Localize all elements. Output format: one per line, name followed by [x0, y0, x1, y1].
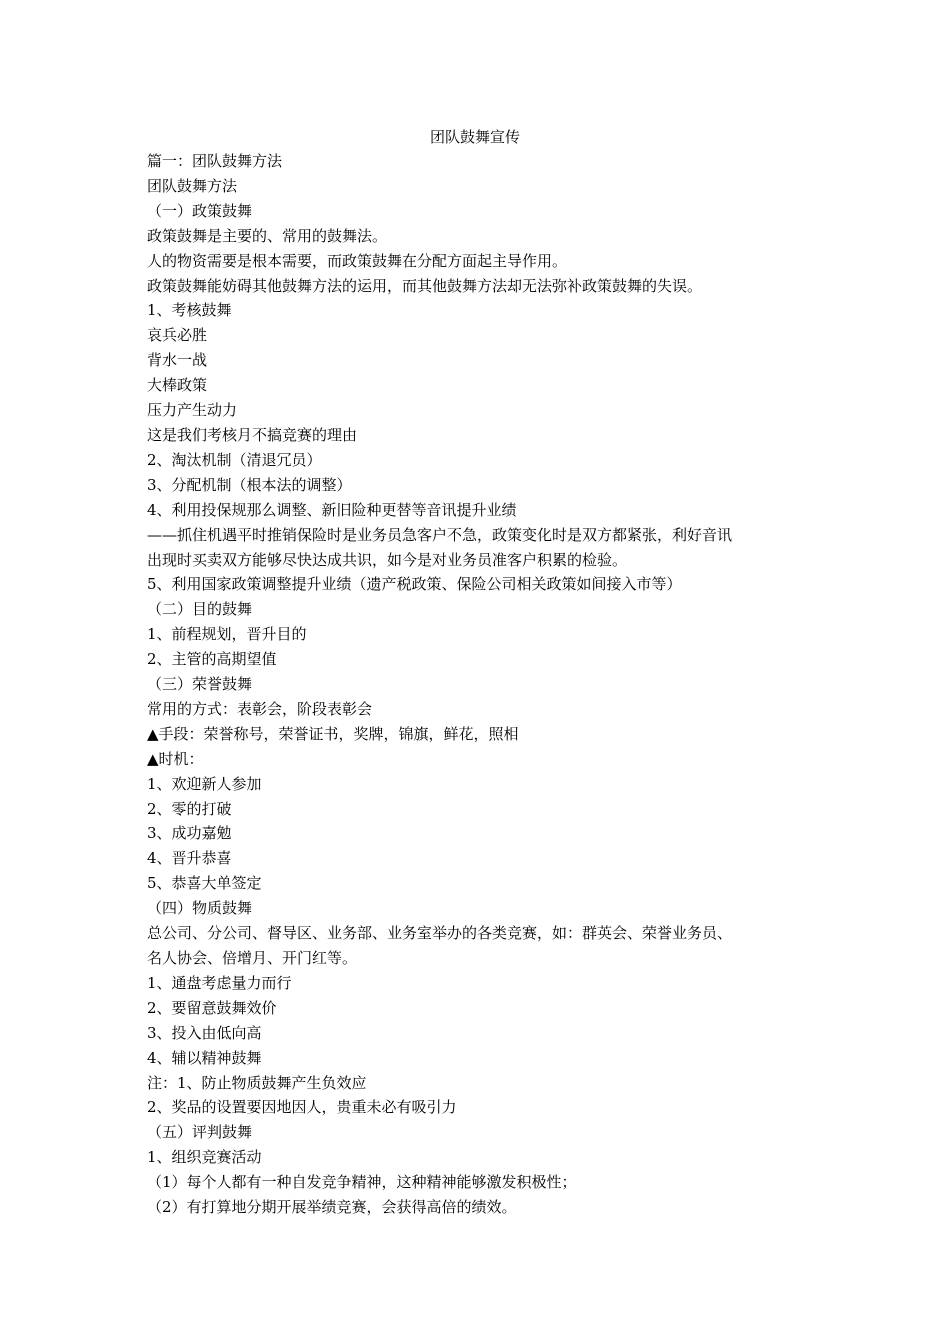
text-line: 哀兵必胜 — [147, 326, 208, 345]
text-line: 5、恭喜大单签定 — [147, 874, 262, 893]
text-line: （五）评判鼓舞 — [147, 1123, 253, 1142]
text-line: （1）每个人都有一种自发竞争精神，这种精神能够激发积极性； — [147, 1173, 577, 1192]
text-line: 1、通盘考虑量力而行 — [147, 973, 292, 992]
text-line: （2）有打算地分期开展举绩竞赛，会获得高倍的绩效。 — [147, 1198, 517, 1217]
text-line: 总公司、分公司、督导区、业务部、业务室举办的各类竞赛，如：群英会、荣誉业务员、 — [147, 924, 733, 943]
text-line: （三）荣誉鼓舞 — [147, 675, 253, 694]
text-line: （四）物质鼓舞 — [147, 899, 253, 918]
document-body — [147, 149, 812, 1220]
text-line: 1、欢迎新人参加 — [147, 774, 262, 793]
text-line: ▲手段：荣誉称号，荣誉证书，奖牌，锦旗，鲜花，照相 — [147, 724, 519, 743]
text-line: 1、考核鼓舞 — [147, 301, 232, 320]
text-line: 篇一：团队鼓舞方法 — [147, 152, 283, 170]
text-line: （一）政策鼓舞 — [147, 201, 253, 220]
text-line: 5、利用国家政策调整提升业绩（遗产税政策、保险公司相关政策如间接入市等） — [147, 575, 682, 594]
text-line: 2、要留意鼓舞效价 — [147, 998, 277, 1017]
text-line: 常用的方式：表彰会，阶段表彰会 — [147, 699, 373, 718]
document-title: 团队鼓舞宣传 — [429, 128, 520, 146]
text-line: 4、利用投保规那么调整、新旧险种更替等音讯提升业绩 — [147, 500, 517, 519]
text-line: 名人协会、倍增月、开门红等。 — [147, 949, 358, 967]
text-line: 政策鼓舞能妨碍其他鼓舞方法的运用，而其他鼓舞方法却无法弥补政策鼓舞的失误。 — [147, 276, 703, 295]
text-line: 3、分配机制（根本法的调整） — [147, 475, 352, 494]
text-line: 4、辅以精神鼓舞 — [147, 1048, 262, 1067]
text-line: 1、组织竞赛活动 — [147, 1148, 262, 1167]
text-line: 这是我们考核月不搞竞赛的理由 — [147, 425, 358, 444]
text-line: 背水一战 — [147, 351, 208, 370]
text-line: 2、奖品的设置要因地因人，贵重未必有吸引力 — [147, 1098, 457, 1117]
text-line: ——抓住机遇平时推销保险时是业务员急客户不急，政策变化时是双方都紧张，利好音讯 — [147, 525, 733, 544]
text-line: 压力产生动力 — [147, 401, 238, 420]
text-line: 1、前程规划，晋升目的 — [147, 625, 307, 644]
text-line: （二）目的鼓舞 — [147, 600, 253, 619]
text-line: 4、晋升恭喜 — [147, 849, 232, 868]
text-line: ▲时机： — [147, 749, 204, 768]
text-line: 政策鼓舞是主要的、常用的鼓舞法。 — [147, 226, 388, 245]
text-line: 2、淘汰机制（清退冗员） — [147, 450, 322, 469]
text-line: 出现时买卖双方能够尽快达成共识，如今是对业务员准客户积累的检验。 — [147, 550, 628, 569]
text-line: 2、零的打破 — [147, 799, 232, 818]
text-line: 人的物资需要是根本需要，而政策鼓舞在分配方面起主导作用。 — [147, 251, 568, 270]
text-line: 大棒政策 — [147, 376, 208, 395]
text-line: 3、成功嘉勉 — [147, 824, 232, 843]
text-line: 3、投入由低向高 — [147, 1023, 262, 1042]
text-line: 团队鼓舞方法 — [147, 176, 238, 195]
text-line: 注：1、防止物质鼓舞产生负效应 — [147, 1073, 367, 1092]
text-line: 2、主管的高期望值 — [147, 650, 277, 669]
